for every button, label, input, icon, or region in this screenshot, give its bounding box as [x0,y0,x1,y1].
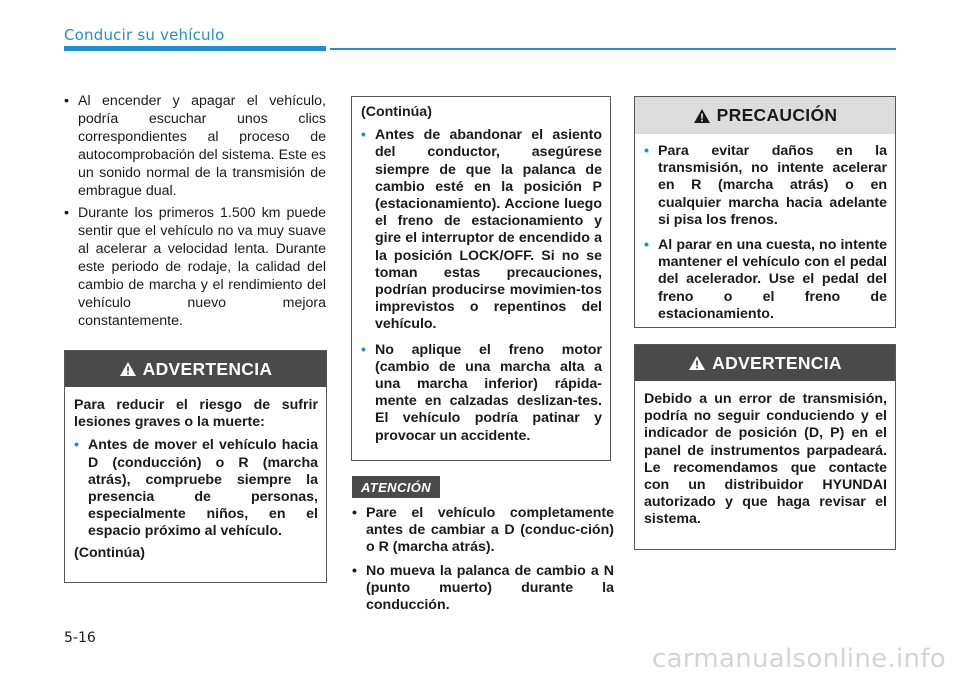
warning-box-title: ADVERTENCIA [712,352,842,373]
continues-label: (Continúa) [74,544,145,561]
list-item: • Al parar en una cuesta, no intente mantener el vehículo con el pedal del acelerador. Use el pedal del freno o el freno de estacionamiento. [644,237,887,323]
page-number: 5-16 [64,630,96,646]
continued-list [361,127,602,445]
list-item: • Antes de mover el vehículo hacia D (conducción) o R (marcha atrás), compruebe siempre la presencia de personas, especialmente niños, en el espacio próximo al vehículo. [74,437,318,540]
warning-box-title: ADVERTENCIA [142,358,273,379]
list-item: • No mueva la palanca de cambio a N (punto muerto) durante la conducción. [352,563,614,615]
caution-box-body [635,134,895,337]
watermark: carmanualsonline.info [651,644,946,674]
list-item: • Para evitar daños en la transmisión, no intente acelerar en R (marcha atrás) o en cualquier marcha hacia adelante si pisa los frenos. [644,143,887,229]
warning-box-header [635,345,895,381]
list-item: • Antes de abandonar el asiento del conductor, asegúrese siempre de que la palanca de cambio esté en la posición P (estacionamiento). Accione luego el freno de estacionamiento y gire el interruptor de encendido a la posición LOCK/OFF. Si no se toman estas precauciones, podrían producirse movimien-tos imprevistos o repentinos del vehículo. [361,127,602,333]
caution-box [634,96,896,328]
list-item: • Durante los primeros 1.500 km puede sentir que el vehículo no va muy suave al acelerar a velocidad lenta. Durante este periodo de rodaje, la calidad del cambio de marcha y el rendimiento del vehículo nuevo mejora constantemente. [64,204,326,330]
warning-text: Debido a un error de transmisión, podría no seguir conduciendo y el indicador de posición (D, P) en el panel de instrumentos parpadeará. Le recomendamos que contacte con un distribuidor HYUNDAI autorizado y que haga revisar el sistema. [644,391,887,528]
warning-box-1 [64,350,327,583]
attention-list [352,505,614,620]
warning-list [74,437,318,540]
warning-triangle-icon [119,361,137,377]
continued-warning-box [351,96,611,461]
caution-box-header [635,97,895,134]
warning-box-body [635,381,895,541]
warning-intro: Para reducir el riesgo de sufrir lesiones graves o la muerte: [74,397,318,431]
header-rule-thick [64,46,326,51]
list-item: • Al encender y apagar el vehículo, podría escuchar unos clics correspondientes al proceso de autocomprobación del sistema. Este es un sonido normal de la transmisión de embrague dual. [64,92,326,200]
warning-triangle-icon [688,355,706,371]
list-item: • Pare el vehículo completamente antes de cambiar a D (conduc-ción) o R (marcha atrás). [352,505,614,557]
caution-box-title: PRECAUCIÓN [716,105,838,125]
section-title: Conducir su vehículo [64,26,225,44]
attention-label: ATENCIÓN [352,476,440,498]
warning-box-2 [634,344,896,550]
header-rule-thin [330,48,896,50]
continued-box-body [352,97,610,459]
warning-triangle-icon [693,108,711,124]
warning-box-header [65,351,326,387]
list-item: • No aplique el freno motor (cambio de una marcha alta a una marcha inferior) rápida-mente en calzadas deslizan-tes. El vehículo podría patinar y provocar un accidente. [361,342,602,445]
continued-label: (Continúa) [361,104,432,120]
warning-box-body [65,387,326,574]
intro-bullet-list [64,92,326,334]
caution-list [644,143,887,323]
